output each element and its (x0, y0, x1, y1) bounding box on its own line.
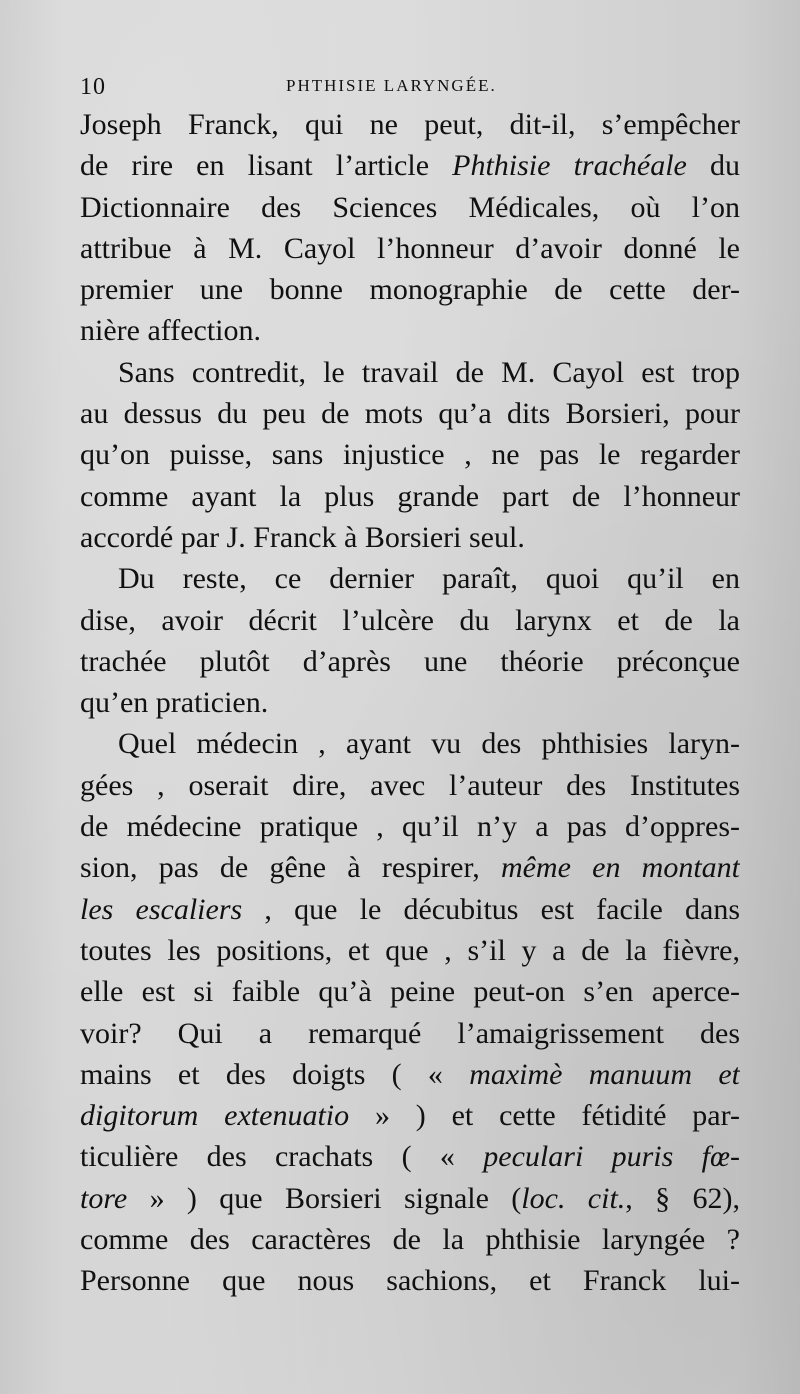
text-line (80, 600, 740, 641)
text-line (80, 228, 740, 269)
text-line (80, 517, 740, 558)
text-run: qu’en praticien. (80, 686, 269, 720)
text-line (80, 187, 740, 228)
text-line (80, 1136, 740, 1177)
text-run: , § 62), (625, 1181, 740, 1215)
text-line (80, 765, 740, 806)
text-line (80, 1260, 740, 1301)
text-run: , que le décubitus est facile dans (242, 892, 740, 926)
text-line (80, 104, 740, 145)
text-run: Quel médecin , ayant vu des phthisies laryn- (118, 727, 740, 761)
text-line (80, 889, 740, 930)
italic-run: digitorum extenuatio (80, 1099, 350, 1133)
text-run: » ) que Borsieri signale ( (127, 1181, 522, 1215)
text-run: comme des caractères de la phthisie laryngée ? (80, 1223, 740, 1257)
text-line (80, 682, 740, 723)
text-run: sion, pas de gêne à respirer, (80, 851, 501, 885)
text-line (80, 847, 740, 888)
text-run: Sans contredit, le travail de M. Cayol est trop (118, 355, 740, 389)
text-line (80, 269, 740, 310)
text-line (80, 971, 740, 1012)
text-run: Personne que nous sachions, et Franck lui- (80, 1264, 740, 1298)
text-line (80, 310, 740, 351)
text-run: » ) et cette fétidité par- (349, 1099, 740, 1133)
text-line (80, 145, 740, 186)
text-line (80, 393, 740, 434)
italic-run: tore (80, 1181, 128, 1215)
text-run: gées , oserait dire, avec l’auteur des Institutes (80, 768, 740, 802)
text-line (80, 1013, 740, 1054)
italic-run: même en montant (500, 851, 740, 885)
text-run: ticulière des crachats ( « (80, 1140, 484, 1174)
text-run: trachée plutôt d’après une théorie préconçue (80, 644, 740, 678)
paragraph (80, 104, 740, 352)
text-line (80, 1219, 740, 1260)
italic-run: les escaliers (80, 892, 243, 926)
text-run: accordé par J. Franck à Borsieri seul. (80, 520, 525, 554)
text-line (80, 930, 740, 971)
text-line (80, 1095, 740, 1136)
running-head (80, 70, 740, 104)
text-line (80, 723, 740, 764)
text-run: voir? Qui a remarqué l’amaigrissement des (80, 1016, 740, 1050)
text-run: qu’on puisse, sans injustice , ne pas le regarder (80, 438, 740, 472)
text-line (80, 1178, 740, 1219)
text-line (80, 641, 740, 682)
italic-run: maximè manuum et (469, 1057, 740, 1091)
body-text (80, 104, 740, 1302)
text-run: elle est si faible qu’à peine peut-on s’en aperce- (80, 975, 740, 1009)
italic-run: peculari puris fœ- (483, 1140, 740, 1174)
text-run: premier une bonne monographie de cette der- (80, 273, 740, 307)
text-line (80, 476, 740, 517)
text-run: du (686, 149, 740, 183)
text-run: de rire en lisant l’article (80, 149, 453, 183)
text-line (80, 352, 740, 393)
text-line (80, 434, 740, 475)
paragraph (80, 558, 740, 723)
text-run: comme ayant la plus grande part de l’honneur (80, 479, 740, 513)
text-run: nière affection. (80, 314, 262, 348)
text-run: toutes les positions, et que , s’il y a de la fièvre, (80, 933, 740, 967)
text-run: Dictionnaire des Sciences Médicales, où l’on (80, 190, 740, 224)
text-run: dise, avoir décrit l’ulcère du larynx et de la (80, 603, 740, 637)
text-run: attribue à M. Cayol l’honneur d’avoir donné le (80, 231, 740, 265)
text-run: au dessus du peu de mots qu’a dits Borsieri, pour (80, 397, 740, 431)
text-line (80, 1054, 740, 1095)
page-number: 10 (80, 74, 106, 100)
paragraph (80, 723, 740, 1301)
text-line (80, 806, 740, 847)
italic-run: loc. cit. (521, 1181, 626, 1215)
italic-run: Phthisie trachéale (452, 149, 687, 183)
paragraph (80, 352, 740, 558)
text-run: de médecine pratique , qu’il n’y a pas d’oppres- (80, 810, 740, 844)
text-run: Joseph Franck, qui ne peut, dit-il, s’empêcher (80, 108, 740, 141)
running-title: PHTHISIE LARYNGÉE. (286, 76, 497, 95)
text-run: Du reste, ce dernier paraît, quoi qu’il en (118, 562, 740, 596)
text-run: mains et des doigts ( « (80, 1057, 470, 1091)
text-line (80, 558, 740, 599)
